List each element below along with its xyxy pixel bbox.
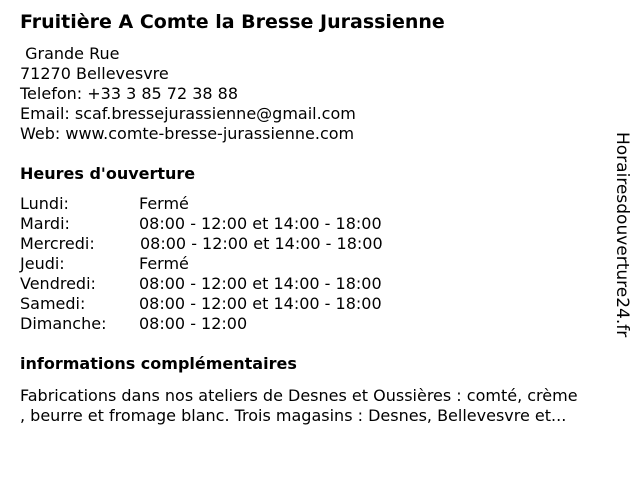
phone: Telefon: +33 3 85 72 38 88 xyxy=(20,84,239,103)
day-label: Vendredi: xyxy=(20,274,96,293)
day-label: Mercredi: xyxy=(20,234,95,253)
info-heading: informations complémentaires xyxy=(20,354,297,373)
hours-value: 08:00 - 12:00 xyxy=(139,314,248,333)
email: Email: scaf.bressejurassienne@gmail.com xyxy=(20,104,356,123)
day-label: Samedi: xyxy=(20,294,86,313)
hours-value: Fermé xyxy=(139,254,189,273)
hours-heading: Heures d'ouverture xyxy=(20,164,196,183)
info-line-1: Fabrications dans nos ateliers de Desnes et Oussières : comté, crème xyxy=(20,386,578,405)
address-block xyxy=(20,44,356,144)
hours-value: 08:00 - 12:00 et 14:00 - 18:00 xyxy=(139,274,382,293)
street: Grande Rue xyxy=(20,44,120,63)
info-line-2: , beurre et fromage blanc. Trois magasins : Desnes, Bellevesvre et... xyxy=(20,406,567,425)
hours-value: 08:00 - 12:00 et 14:00 - 18:00 xyxy=(139,214,382,233)
hours-value: 08:00 - 12:00 et 14:00 - 18:00 xyxy=(139,294,382,313)
info-description-lines xyxy=(20,357,630,377)
day-label: Jeudi: xyxy=(20,254,65,273)
hours-value: 08:00 - 12:00 et 14:00 - 18:00 xyxy=(140,234,383,253)
city: 71270 Bellevesvre xyxy=(20,64,169,83)
business-name: Fruitière A Comte la Bresse Jurassienne xyxy=(20,11,445,33)
site-watermark: Horairesdouverture24.fr xyxy=(612,132,632,338)
hours-value: Fermé xyxy=(139,194,189,213)
day-label: Lundi: xyxy=(20,194,69,213)
day-label: Dimanche: xyxy=(20,314,107,333)
website: Web: www.comte-bresse-jurassienne.com xyxy=(20,124,355,143)
day-label: Mardi: xyxy=(20,214,70,233)
